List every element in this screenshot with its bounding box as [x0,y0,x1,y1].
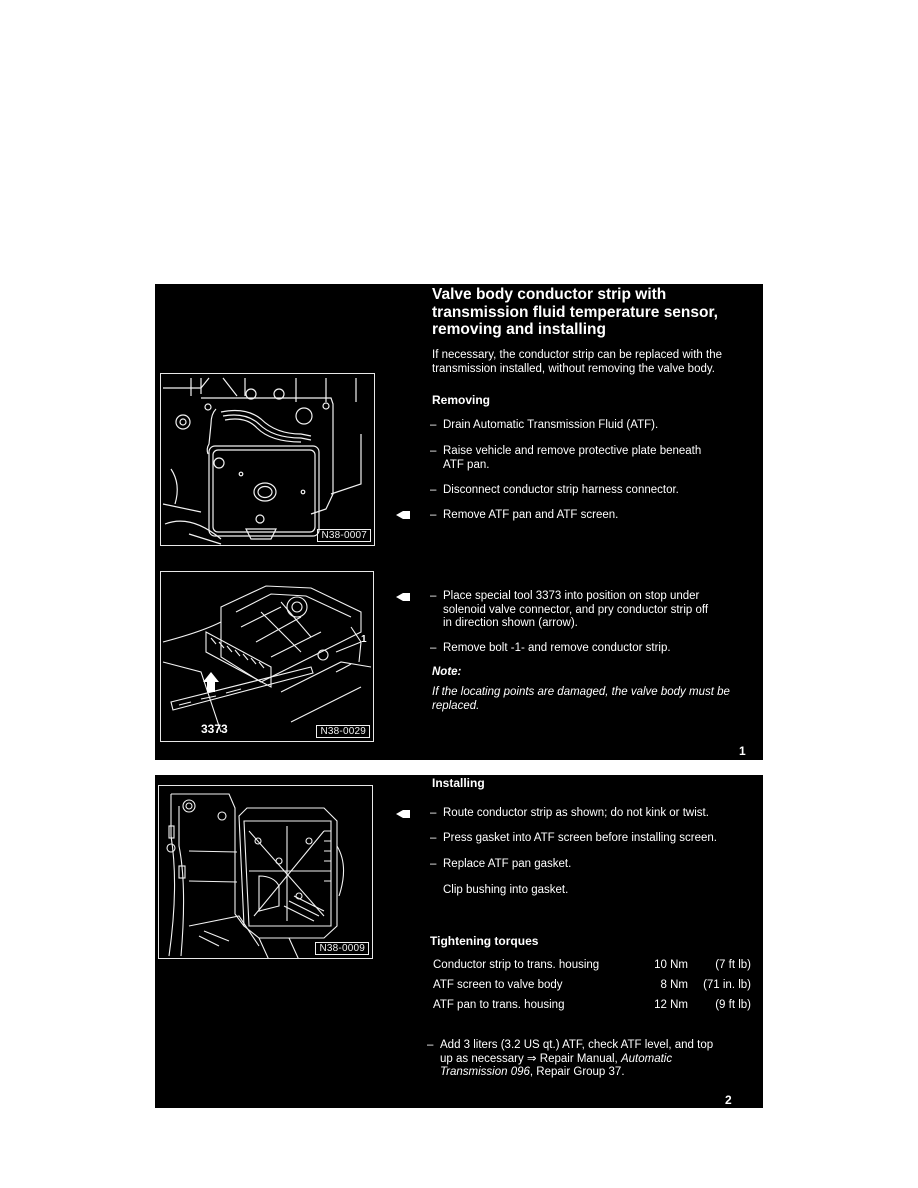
step-text: Add 3 liters (3.2 US qt.) ATF, check ATF level, and top [440,1039,714,1051]
title-line: transmission fluid temperature sensor, [432,303,718,321]
step-text: Remove bolt -1- and remove conductor strip. [443,642,671,654]
step-raise-vehicle [430,445,773,472]
list-dash: – [430,858,437,870]
step-text: Raise vehicle and remove protective plate beneath [443,445,702,457]
step-text: Disconnect conductor strip harness connector. [443,484,679,496]
intro-line: If necessary, the conductor strip can be replaced with the [432,349,722,361]
torque-imperial: (9 ft lb) [715,999,751,1011]
step-text: Drain Automatic Transmission Fluid (ATF). [443,419,659,431]
torque-nm: 8 Nm [660,979,688,991]
step-press-gasket [430,832,778,846]
procedure-panel-installing [155,775,763,1108]
note-label: Note: [432,666,462,678]
note-line: If the locating points are damaged, the valve body must be [432,686,730,698]
note-line: replaced. [432,700,480,712]
step-text: Replace ATF pan gasket. [443,858,572,870]
torque-nm: 10 Nm [654,959,688,971]
tool-number-callout: 3373 [201,722,228,736]
step-text: in direction shown (arrow). [443,617,578,629]
page-number: 2 [725,1093,732,1107]
step-text-segment: , Repair Group 37. [529,1066,625,1078]
step-route-conductor-strip [430,807,778,821]
torque-part: ATF pan to trans. housing [433,999,565,1011]
figure-reference-label: N38-0029 [316,725,370,738]
step-disconnect-connector [430,484,773,498]
table-row [433,975,751,995]
title-line: Valve body conductor strip with [432,286,667,303]
procedure-panel-removing [155,284,763,760]
figure-atf-pan [160,373,375,546]
step-text: ATF pan. [443,458,490,471]
figure-special-tool-3373 [160,571,374,742]
removing-heading: Removing [432,393,491,407]
page-number: 1 [739,744,746,758]
step-text-segment: up as necessary ⇒ Repair Manual, [440,1052,621,1065]
list-dash: – [430,484,437,496]
left-arrow-marker-icon [396,810,410,818]
conductor-strip-routing-illustration [159,786,373,959]
left-arrow-marker-icon [396,593,410,601]
list-dash: – [430,509,437,521]
left-arrow-marker-icon [396,511,410,519]
list-dash: – [430,590,437,602]
manual-title-italic: Automatic [620,1052,673,1065]
step-drain-atf [430,419,773,433]
figure-reference-label: N38-0009 [315,942,369,955]
step-place-special-tool [430,590,773,631]
installing-heading: Installing [432,776,485,790]
list-dash: – [430,445,437,457]
list-dash: – [430,807,437,819]
list-dash: – [430,419,437,431]
intro-line: transmission installed, without removing the valve body. [432,363,715,375]
step-text: Press gasket into ATF screen before installing screen. [443,832,718,844]
torque-table [433,955,751,1015]
step-text: Place special tool 3373 into position on stop under [443,590,700,602]
table-row [433,995,751,1015]
intro-paragraph [432,348,762,376]
title-line: removing and installing [432,321,606,338]
torque-part: Conductor strip to trans. housing [433,959,600,971]
torques-heading: Tightening torques [430,934,539,948]
step-text [440,1066,775,1080]
step-remove-bolt [430,642,773,656]
bolt-number-callout: 1 [361,634,367,645]
torque-part: ATF screen to valve body [433,979,563,991]
figure-conductor-strip-routing [158,785,373,959]
step-add-atf [427,1039,775,1080]
step-text: Remove ATF pan and ATF screen. [443,509,619,521]
figure-reference-label: N38-0007 [317,529,371,542]
step-replace-pan-gasket [430,858,778,872]
torque-imperial: (7 ft lb) [715,959,751,971]
table-row [433,955,751,975]
atf-pan-illustration [161,374,375,546]
manual-title-italic: Transmission 096 [440,1066,530,1078]
note-text [432,685,767,713]
list-dash: – [427,1039,434,1051]
list-dash: – [430,642,437,654]
list-dash: – [430,832,437,844]
step-text: solenoid valve connector, and pry conductor strip off [443,603,709,616]
step-text: Route conductor strip as shown; do not kink or twist. [443,807,709,819]
torque-imperial: (71 in. lb) [703,979,751,991]
valve-body-tool-illustration [161,572,374,742]
step-text [440,1053,775,1067]
section-title [432,286,762,339]
torque-nm: 12 Nm [654,999,688,1011]
step-remove-atf-pan [430,509,773,523]
clip-bushing-text: Clip bushing into gasket. [443,884,569,896]
